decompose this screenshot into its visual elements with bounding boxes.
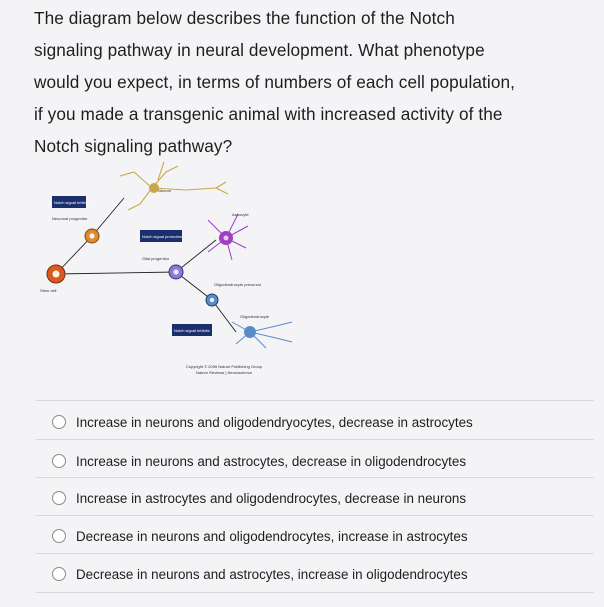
divider	[36, 439, 594, 440]
divider	[36, 400, 594, 401]
question-line: if you made a transgenic animal with increased activity of the	[34, 104, 503, 124]
question-text	[34, 2, 594, 162]
answer-option-label: Increase in astrocytes and oligodendrocytes, decrease in neurons	[76, 490, 467, 506]
answer-option-2[interactable]	[52, 449, 466, 473]
divider	[36, 553, 594, 554]
answer-option-5[interactable]	[52, 562, 468, 586]
radio-button[interactable]	[52, 529, 66, 543]
neuron-cell-icon	[120, 162, 228, 210]
answer-option-label: Decrease in neurons and oligodendrocytes, increase in astrocytes	[76, 528, 468, 544]
svg-text:Notch signal inhibits: Notch signal inhibits	[174, 328, 210, 333]
oligodendrocyte-body	[244, 326, 256, 338]
oligodendrocyte-cell-icon	[232, 322, 292, 348]
svg-text:Neuronal progenitor: Neuronal progenitor	[52, 216, 88, 221]
svg-text:Nature Reviews | Neuroscience: Nature Reviews | Neuroscience	[196, 370, 252, 375]
svg-text:Notch signal inhibits: Notch signal inhibits	[54, 200, 90, 205]
answer-option-3[interactable]	[52, 486, 466, 510]
svg-text:Notch signal promotes: Notch signal promotes	[142, 234, 182, 239]
svg-text:Copyright © 2006 Nature Publis: Copyright © 2006 Nature Publishing Group	[186, 364, 263, 369]
answer-option-label: Increase in neurons and astrocytes, decrease in oligodendrocytes	[76, 453, 467, 469]
radio-button[interactable]	[52, 491, 66, 505]
divider	[36, 515, 594, 516]
question-line: would you expect, in terms of numbers of each cell population,	[34, 72, 516, 92]
answer-option-label: Increase in neurons and oligodendryocytes, decrease in astrocytes	[76, 414, 473, 430]
question-line: The diagram below describes the function of the Notch	[34, 8, 455, 28]
question-line: signaling pathway in neural development. What phenotype	[34, 40, 485, 60]
radio-button[interactable]	[52, 567, 66, 581]
svg-text:Oligodendrocyte: Oligodendrocyte	[240, 314, 270, 319]
svg-text:Astrocyte: Astrocyte	[232, 212, 249, 217]
svg-text:Stem cell: Stem cell	[40, 288, 57, 293]
question-line: Notch signaling pathway?	[34, 136, 233, 156]
notch-pathway-diagram	[36, 152, 336, 384]
answer-option-4[interactable]	[52, 524, 468, 548]
answer-option-1[interactable]	[52, 410, 473, 434]
divider	[36, 477, 594, 478]
divider	[36, 592, 594, 593]
svg-text:Oligodendrocyte precursor: Oligodendrocyte precursor	[214, 282, 262, 287]
radio-button[interactable]	[52, 415, 66, 429]
radio-button[interactable]	[52, 454, 66, 468]
answer-option-label: Decrease in neurons and astrocytes, increase in oligodendrocytes	[76, 566, 468, 582]
svg-text:Neuron: Neuron	[158, 188, 172, 193]
svg-text:Glial progenitor: Glial progenitor	[142, 256, 170, 261]
